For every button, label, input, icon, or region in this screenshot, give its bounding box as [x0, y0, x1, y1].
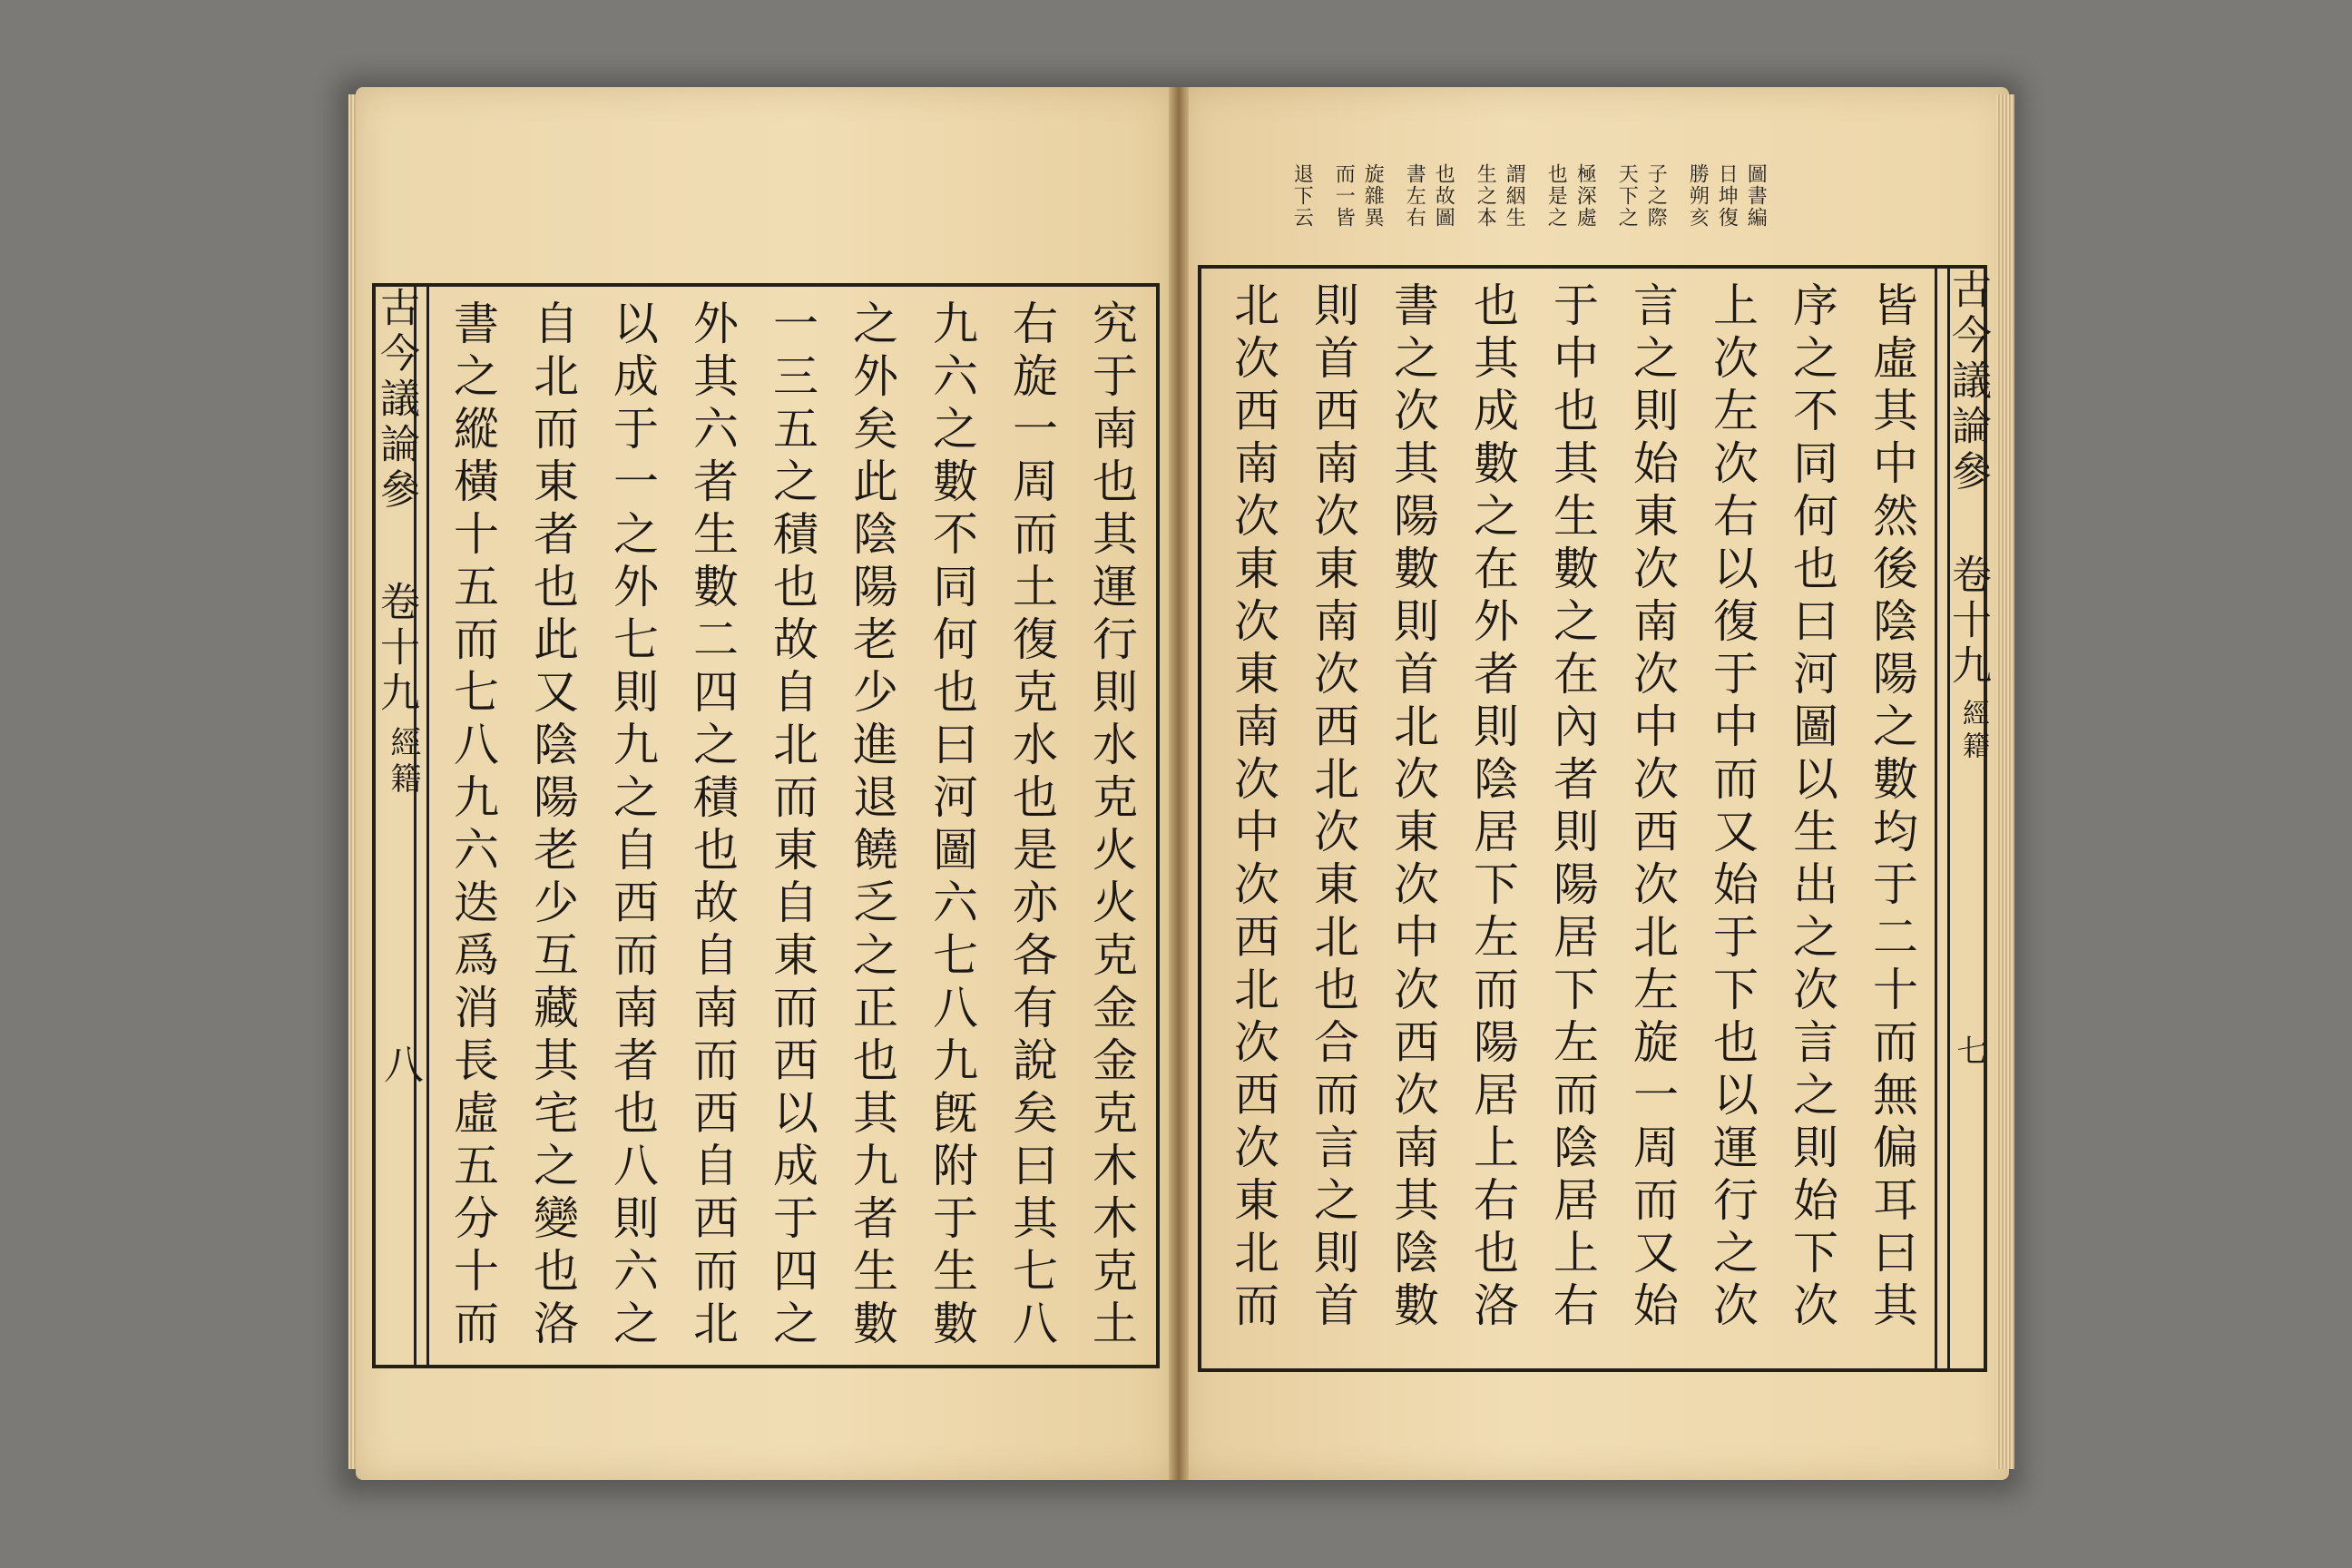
note-col-4: 子之際 — [1644, 163, 1668, 229]
book-gutter — [1169, 87, 1189, 1480]
note-col-1: 圖書編 — [1744, 163, 1768, 229]
note-col-2: 日坤復 — [1715, 163, 1739, 229]
left-column-7: 以成于一之外七則九之自西而南者也八則六之 — [606, 299, 659, 1352]
top-margin-notes — [1200, 145, 1780, 268]
left-banxin-rule-inner — [426, 287, 429, 1365]
right-page-edges — [1996, 94, 2014, 1469]
left-column-9: 書之縱橫十五而七八九六迭爲消長虛五分十而 — [446, 299, 499, 1352]
note-col-12: 旋雜異 — [1361, 163, 1385, 229]
right-column-5: 于中也其生數之在內者則陽居下左而陰居上右 — [1546, 281, 1599, 1334]
left-banxin-leaf: 八 — [377, 1044, 423, 1089]
right-column-2: 序之不同何也曰河圖以生出之次言之則始下次 — [1786, 281, 1838, 1334]
note-col-6: 極深處 — [1573, 163, 1597, 229]
right-column-6: 也其成數之在外者則陰居下左而陽居上右也洛 — [1466, 281, 1519, 1334]
left-column-6: 外其六者生數二四之積也故自南而西自西而北 — [686, 299, 739, 1352]
right-column-8: 則首西南次東南次西北次東北也合而言之則首 — [1307, 281, 1359, 1334]
right-column-7: 書之次其陽數則首北次東次中次西次南其陰數 — [1387, 281, 1439, 1334]
left-column-3: 九六之數不同何也曰河圖六七八九旣附于生數 — [926, 299, 978, 1352]
right-banxin-leaf: 七 — [1951, 1034, 1987, 1065]
right-banxin-rule — [1935, 269, 1937, 1368]
right-column-9: 北次西南次東次東南次中次西北次西次東北而 — [1227, 281, 1279, 1334]
left-column-5: 一三五之積也故自北而東自東而西以成于四之 — [766, 299, 818, 1352]
note-col-11: 書左右 — [1403, 163, 1426, 229]
right-column-1: 皆虛其中然後陰陽之數均于二十而無偏耳曰其 — [1866, 281, 1918, 1334]
right-banxin-volume: 卷十九 — [1945, 554, 1991, 690]
note-col-7: 也是之 — [1544, 163, 1568, 229]
note-col-3: 勝朔亥 — [1686, 163, 1710, 229]
right-column-4: 言之則始東次南次中次西次北左旋一周而又始 — [1626, 281, 1679, 1334]
left-column-4: 之外矣此陰陽老少進退饒乏之正也其九者生數 — [846, 299, 898, 1352]
left-column-1: 究于南也其運行則水克火火克金金克木木克土 — [1085, 299, 1138, 1352]
left-banxin-volume: 卷十九 — [373, 581, 419, 717]
left-column-8: 自北而東者也此又陰陽老少互藏其宅之變也洛 — [526, 299, 579, 1352]
note-col-13: 而一皆 — [1332, 163, 1356, 229]
left-banxin-section: 經籍 — [385, 726, 421, 799]
right-banxin-title: 古今議論參 — [1945, 269, 1991, 495]
note-col-5: 天下之 — [1615, 163, 1639, 229]
note-col-10: 也故圖 — [1432, 163, 1455, 229]
right-banxin-section: 經籍 — [1957, 699, 1989, 764]
note-col-9: 生之本 — [1474, 163, 1497, 229]
left-banxin-title: 古今議論參 — [373, 287, 419, 514]
note-col-14: 退下云 — [1290, 163, 1314, 229]
right-column-3: 上次左次右以復于中而又始于下也以運行之次 — [1706, 281, 1759, 1334]
left-column-2: 右旋一周而土復克水也是亦各有說矣曰其七八 — [1005, 299, 1058, 1352]
note-col-8: 謂絪生 — [1503, 163, 1526, 229]
